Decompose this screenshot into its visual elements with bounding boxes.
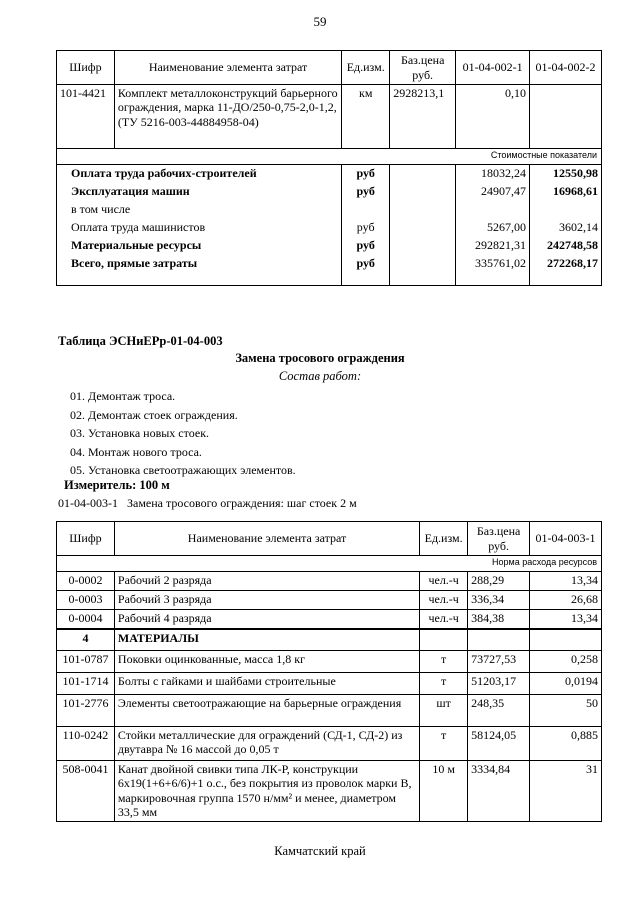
row-unit: чел.-ч [420, 610, 468, 629]
row-code: 0-0003 [57, 591, 115, 610]
table-row [57, 183, 602, 201]
row-price: 288,29 [468, 572, 530, 591]
row-unit: т [420, 673, 468, 695]
row-price [390, 219, 456, 237]
row-value-2: 242748,58 [530, 237, 602, 255]
table-row [57, 165, 602, 183]
table-row [57, 201, 602, 219]
table-row [57, 673, 602, 695]
section-label: Норма расхода ресурсов [57, 556, 602, 572]
row-value-1: 50 [530, 695, 602, 727]
materials-code: 4 [57, 629, 115, 651]
table-row [57, 237, 602, 255]
row-name: Стойки металлические для ограждений (СД-1, СД-2) из двутавра № 16 массой до 0,05 т [114, 727, 419, 761]
row-code: 508-0041 [57, 761, 115, 822]
row-value-1 [456, 201, 530, 219]
table-subtitle: Замена тросового ограждения [235, 351, 405, 365]
row-unit: км [342, 85, 390, 149]
norm-code-line: 01-04-003-1 Замена тросового ограждения: шаг стоек 2 м [58, 496, 357, 510]
row-name: Оплата труда рабочих-строителей [57, 165, 342, 183]
section-label: Стоимостные показатели [57, 149, 602, 165]
row-value-1: 0,258 [530, 651, 602, 673]
row-value-1: 0,885 [530, 727, 602, 761]
list-item: 05. Установка светоотражающих элементов. [70, 463, 296, 477]
row-name: Поковки оцинкованные, масса 1,8 кг [114, 651, 419, 673]
row-name: Канат двойной свивки типа ЛК-Р, конструкции 6х19(1+6+6/6)+1 о.с., без покрытия из проволок марки В, маркировочная группа 1570 н/мм² и менее, диаметром 33,5 мм [114, 761, 419, 822]
page-number: 59 [313, 14, 327, 29]
header-price: Баз.цена руб. [468, 522, 530, 556]
row-code: 0-0002 [57, 572, 115, 591]
row-value-1: 0,10 [456, 85, 530, 149]
row-value-2 [530, 201, 602, 219]
row-value-1: 335761,02 [456, 255, 530, 286]
table-row [57, 219, 602, 237]
works-heading: Состав работ: [278, 369, 362, 383]
table-row [57, 591, 602, 610]
table-row [57, 255, 602, 286]
row-name: Оплата труда машинистов [57, 219, 342, 237]
row-value-1: 18032,24 [456, 165, 530, 183]
row-unit [342, 201, 390, 219]
row-name: Рабочий 3 разряда [114, 591, 419, 610]
row-price: 51203,17 [468, 673, 530, 695]
row-price: 248,35 [468, 695, 530, 727]
row-name: Рабочий 2 разряда [114, 572, 419, 591]
row-value-1: 13,34 [530, 572, 602, 591]
row-price [390, 255, 456, 286]
row-code: 101-1714 [57, 673, 115, 695]
header-name: Наименование элемента затрат [114, 522, 419, 556]
row-value-1: 0,0194 [530, 673, 602, 695]
row-name: Эксплуатация машин [57, 183, 342, 201]
header-code: Шифр [57, 51, 115, 85]
row-value-1: 26,68 [530, 591, 602, 610]
row-code: 0-0004 [57, 610, 115, 629]
header-col2: 01-04-002-2 [530, 51, 602, 85]
row-price: 58124,05 [468, 727, 530, 761]
header-col1: 01-04-003-1 [530, 522, 602, 556]
row-code: 101-4421 [57, 85, 115, 149]
row-unit: шт [420, 695, 468, 727]
list-item: 03. Установка новых стоек. [70, 426, 210, 440]
list-item: 04. Монтаж нового троса. [70, 444, 202, 459]
header-price: Баз.цена руб. [390, 51, 456, 85]
row-unit: 10 м [420, 761, 468, 822]
works-list [70, 387, 296, 480]
row-name: Материальные ресурсы [57, 237, 342, 255]
table-row [57, 761, 602, 822]
materials-heading: МАТЕРИАЛЫ [114, 629, 419, 651]
row-price [390, 237, 456, 255]
row-price: 2928213,1 [390, 85, 456, 149]
table-row [57, 727, 602, 761]
row-code: 101-2776 [57, 695, 115, 727]
row-value-2: 3602,14 [530, 219, 602, 237]
measure-unit: Измеритель: 100 м [64, 478, 170, 492]
footer-region: Камчатский край [274, 844, 366, 858]
row-price: 73727,53 [468, 651, 530, 673]
row-name: в том числе [57, 201, 342, 219]
table-row [57, 572, 602, 591]
row-unit: чел.-ч [420, 572, 468, 591]
row-value-2 [530, 85, 602, 149]
header-unit: Ед.изм. [420, 522, 468, 556]
header-name: Наименование элемента затрат [114, 51, 341, 85]
list-item: 02. Демонтаж стоек ограждения. [70, 407, 238, 422]
table-row [57, 651, 602, 673]
row-name: Элементы светоотражающие на барьерные ограждения [114, 695, 419, 727]
row-code: 110-0242 [57, 727, 115, 761]
row-value-1: 292821,31 [456, 237, 530, 255]
row-price [390, 201, 456, 219]
row-unit: т [420, 727, 468, 761]
row-unit: т [420, 651, 468, 673]
row-code: 101-0787 [57, 651, 115, 673]
row-unit: руб [342, 219, 390, 237]
row-price: 384,38 [468, 610, 530, 629]
row-value-2: 272268,17 [530, 255, 602, 286]
header-unit: Ед.изм. [342, 51, 390, 85]
row-value-1: 31 [530, 761, 602, 822]
table-row [57, 610, 602, 629]
row-value-1: 24907,47 [456, 183, 530, 201]
row-unit: руб [342, 237, 390, 255]
row-name: Всего, прямые затраты [57, 255, 342, 286]
row-name: Болты с гайками и шайбами строительные [114, 673, 419, 695]
table-row [57, 695, 602, 727]
row-value-1: 5267,00 [456, 219, 530, 237]
row-value-2: 12550,98 [530, 165, 602, 183]
row-price [390, 183, 456, 201]
row-unit: руб [342, 165, 390, 183]
row-unit: чел.-ч [420, 591, 468, 610]
table-title: Таблица ЭСНиЕРр-01-04-003 [58, 334, 223, 348]
row-unit: руб [342, 255, 390, 286]
row-value-2: 16968,61 [530, 183, 602, 201]
row-value-1: 13,34 [530, 610, 602, 629]
row-unit: руб [342, 183, 390, 201]
cost-table [56, 50, 602, 286]
row-name: Комплект металлоконструкций барьерного ограждения, марка 11-ДО/250-0,75-2,0-1,2, (ТУ 5216-003-44884958-04) [114, 85, 341, 149]
row-price: 336,34 [468, 591, 530, 610]
table-row [57, 85, 602, 149]
row-name: Рабочий 4 разряда [114, 610, 419, 629]
header-col1: 01-04-002-1 [456, 51, 530, 85]
row-price: 3334,84 [468, 761, 530, 822]
resource-table [56, 521, 602, 822]
header-code: Шифр [57, 522, 115, 556]
list-item: 01. Демонтаж троса. [70, 389, 176, 403]
row-price [390, 165, 456, 183]
